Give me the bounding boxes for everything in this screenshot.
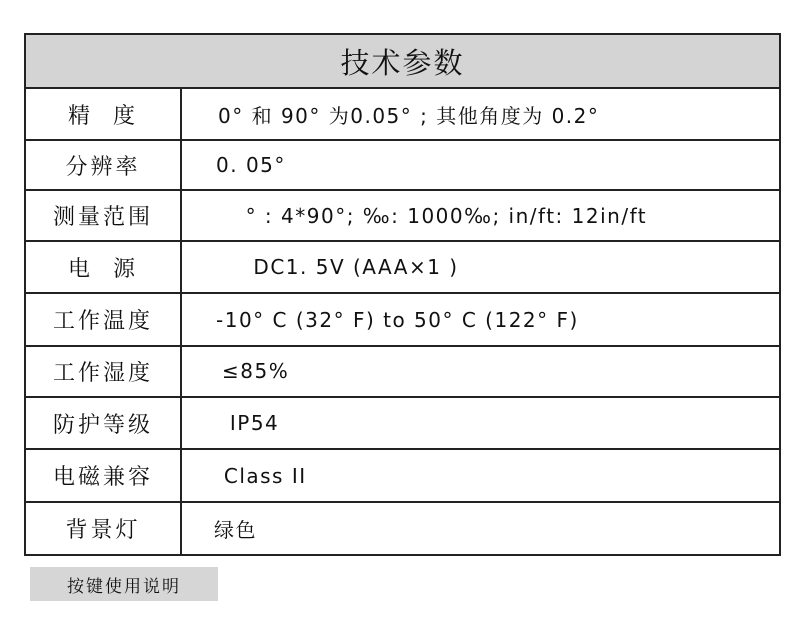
row-label-operating-humidity: 工作湿度 xyxy=(26,347,182,396)
table-row xyxy=(26,503,779,554)
table-row xyxy=(26,294,779,347)
row-label-protection-rating: 防护等级 xyxy=(26,398,182,448)
row-value-emc: Class II xyxy=(216,463,307,488)
row-label-range: 测量范围 xyxy=(26,191,182,240)
row-label-backlight: 背景灯 xyxy=(26,503,182,554)
row-value-range: ° : 4*90°; ‰: 1000‰; in/ft: 12in/ft xyxy=(222,203,648,228)
table-row xyxy=(26,450,779,503)
row-value-power: DC1. 5V (AAA×1 ) xyxy=(222,255,459,279)
row-value-protection-rating: IP54 xyxy=(222,411,280,435)
row-label-power: 电 源 xyxy=(26,242,182,292)
row-label-emc: 电磁兼容 xyxy=(26,450,182,501)
row-value-operating-temperature: -10° C (32° F) to 50° C (122° F) xyxy=(216,307,579,332)
table-title: 技术参数 xyxy=(26,35,779,89)
row-value-resolution: 0. 05° xyxy=(216,153,286,177)
table-row xyxy=(26,242,779,294)
spec-table xyxy=(24,33,781,556)
row-value-accuracy: 0° 和 90° 为0.05° ; 其他角度为 0.2° xyxy=(218,103,600,128)
row-label-resolution: 分辨率 xyxy=(26,141,182,189)
table-row xyxy=(26,141,779,191)
table-row xyxy=(26,398,779,450)
table-row xyxy=(26,191,779,242)
row-label-operating-temperature: 工作温度 xyxy=(26,294,182,345)
row-label-accuracy: 精 度 xyxy=(26,89,182,139)
row-value-operating-humidity: ≤85% xyxy=(222,359,290,383)
button-instructions-heading: 按键使用说明 xyxy=(30,567,218,601)
table-row xyxy=(26,89,779,141)
row-value-backlight: 绿色 xyxy=(214,518,257,542)
table-row xyxy=(26,347,779,398)
